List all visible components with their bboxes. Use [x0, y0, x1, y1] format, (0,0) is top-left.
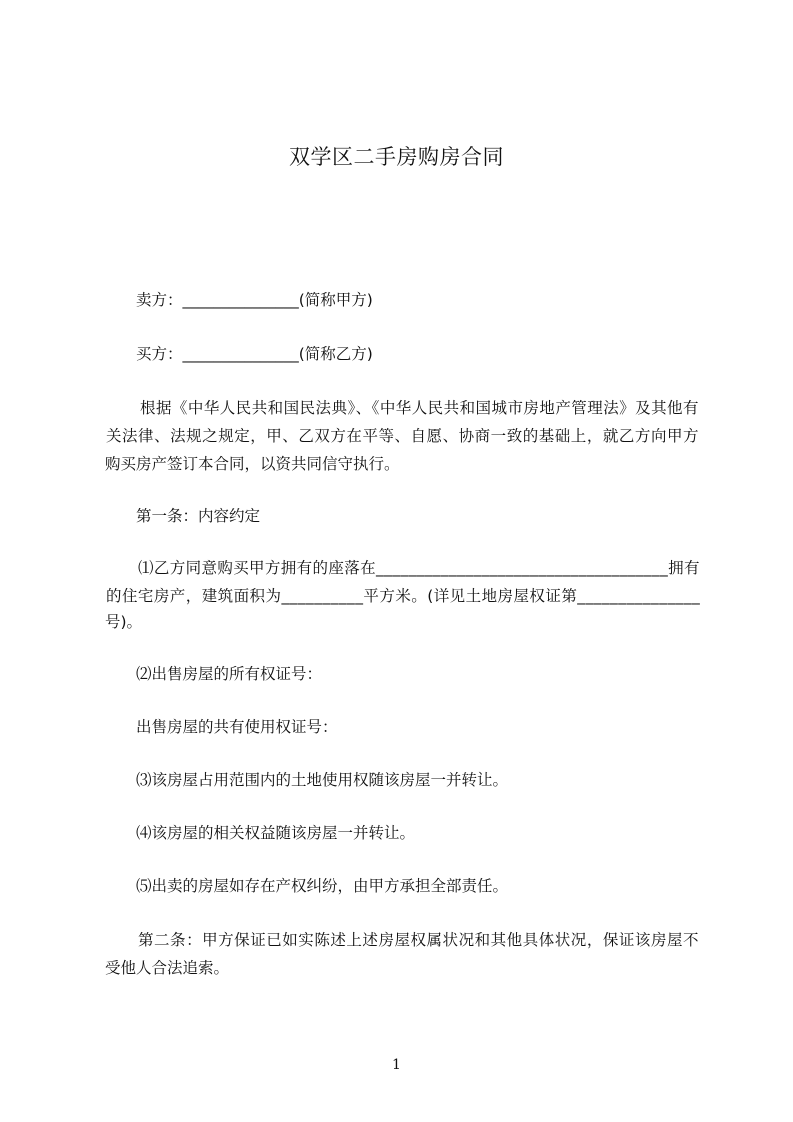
item2-line: ⑵出售房屋的所有权证号：: [136, 665, 323, 683]
item1-line-1: ⑴乙方同意购买甲方拥有的座落在____________________________________拥有: [138, 559, 700, 577]
preamble-line-3: 购买房产签订本合同，以资共同信守执行。: [105, 455, 400, 473]
document-title: 双学区二手房购房合同: [289, 145, 504, 169]
article1-heading: 第一条：内容约定: [136, 507, 261, 525]
preamble-line-1: 根据《中华人民共和国民法典》、《中华人民共和国城市房地产管理法》及其他有: [140, 399, 699, 417]
article2-line-1: 第二条：甲方保证已如实陈述上述房屋权属状况和其他具体状况，保证该房屋不: [138, 931, 699, 949]
item1-line-2: 的住宅房产，建筑面积为__________平方米。(详见土地房屋权证第_______________: [106, 587, 700, 605]
item5-line: ⑸出卖的房屋如存在产权纠纷，由甲方承担全部责任。: [136, 877, 509, 895]
item4-line: ⑷该房屋的相关权益随该房屋一并转让。: [136, 824, 416, 842]
preamble-line-2: 关法律、法规之规定，甲、乙双方在平等、自愿、协商一致的基础上，就乙方向甲方: [106, 427, 699, 445]
item3-line: ⑶该房屋占用范围内的土地使用权随该房屋一并转让。: [136, 771, 509, 789]
buyer-line: 买方：_______________(简称乙方): [136, 345, 373, 363]
seller-line: 卖方：_______________(简称甲方): [136, 291, 373, 309]
item2b-line: 出售房屋的共有使用权证号：: [136, 718, 338, 736]
page-number: 1: [392, 1057, 401, 1073]
article2-line-2: 受他人合法追索。: [105, 959, 230, 977]
item1-line-3: 号)。: [105, 613, 143, 631]
